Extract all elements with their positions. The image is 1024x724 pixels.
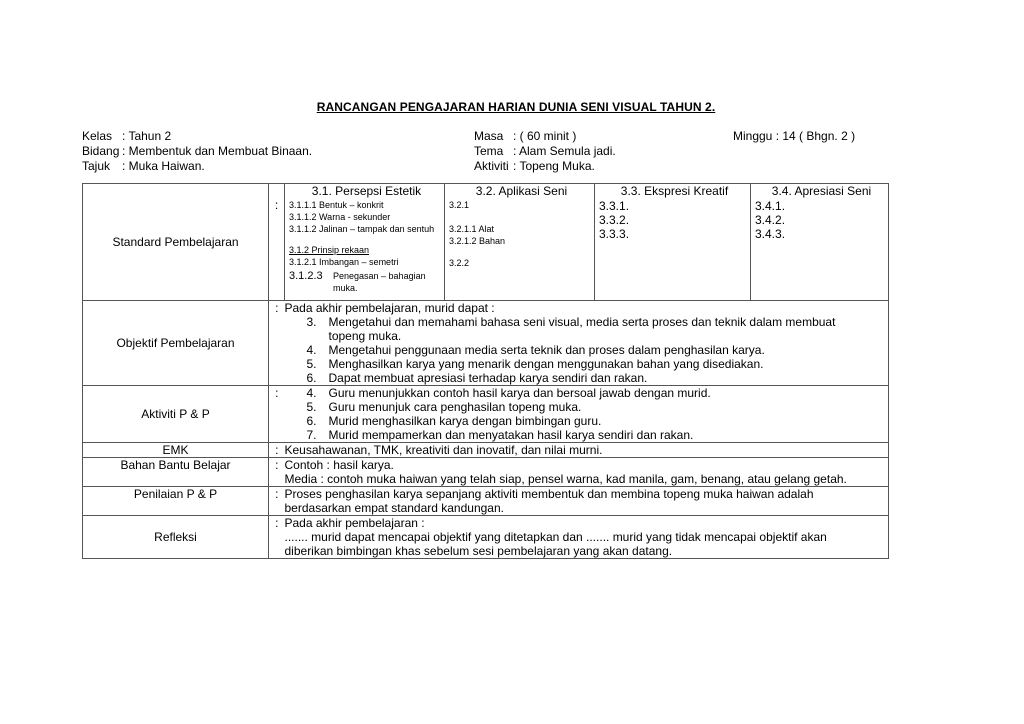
standard-colon: : bbox=[274, 198, 279, 212]
col1-prinsip: 3.1.2 Prinsip rekaan bbox=[289, 245, 370, 255]
aktiviti-colon: : bbox=[269, 386, 285, 443]
penilaian-row bbox=[83, 487, 889, 516]
col2-head: 3.2. Aplikasi Seni bbox=[475, 184, 568, 198]
col1-penegasan-num: 3.1.2.3 bbox=[289, 270, 323, 282]
refleksi-colon: : bbox=[269, 516, 285, 559]
col1-line-1: 3.1.1.1 Bentuk – konkrit bbox=[289, 200, 384, 210]
col3-line-2: 3.3.2. bbox=[599, 213, 630, 227]
bahan-body bbox=[285, 458, 889, 487]
bidang-label: Bidang bbox=[82, 144, 120, 158]
aktiviti-item: 6. Murid menghasilkan karya dengan bimbingan guru. bbox=[306, 414, 602, 428]
bidang-value: : Membentuk dan Membuat Binaan. bbox=[122, 144, 313, 158]
aktiviti-value: : Topeng Muka. bbox=[513, 159, 595, 173]
aktiviti-body bbox=[285, 386, 889, 443]
penilaian-line-1: Proses penghasilan karya sepanjang aktiviti membentuk dan membina topeng muka haiwan adalah bbox=[284, 487, 814, 501]
objektif-item: 3. Mengetahui dan memahami bahasa seni visual, media serta proses dan teknik dalam membuat bbox=[306, 315, 836, 329]
tema-label: Tema bbox=[474, 144, 504, 158]
col-apresiasi-seni bbox=[751, 184, 889, 301]
standard-label: Standard Pembelajaran bbox=[83, 184, 269, 301]
refleksi-label: Refleksi bbox=[83, 516, 269, 559]
kelas-label: Kelas bbox=[82, 129, 113, 143]
col4-head: 3.4. Apresiasi Seni bbox=[771, 184, 872, 198]
bahan-line-1: Contoh : hasil karya. bbox=[284, 458, 394, 472]
objektif-item: 6. Dapat membuat apresiasi terhadap karya sendiri dan rakan. bbox=[306, 371, 648, 385]
penilaian-colon: : bbox=[269, 487, 285, 516]
standard-row bbox=[83, 184, 889, 301]
objektif-item: 5. Menghasilkan karya yang menarik dengan menggunakan bahan yang disediakan. bbox=[306, 357, 764, 371]
col3-head: 3.3. Ekspresi Kreatif bbox=[620, 184, 729, 198]
masa-row bbox=[474, 128, 576, 144]
col1-penegasan: Penegasan – bahagian bbox=[333, 271, 426, 281]
col2-b: 3.2.1.1 Alat bbox=[449, 224, 495, 234]
col1-head: 3.1. Persepsi Estetik bbox=[311, 184, 422, 198]
kelas-row bbox=[82, 128, 171, 144]
penilaian-label: Penilaian P & P bbox=[83, 487, 269, 516]
page-title: RANCANGAN PENGAJARAN HARIAN DUNIA SENI VISUAL TAHUN 2. bbox=[316, 100, 716, 114]
bahan-line-2: Media : contoh muka haiwan yang telah siap, pensel warna, kad manila, gam, benang, atau gelang getah. bbox=[284, 472, 847, 486]
emk-row bbox=[83, 443, 889, 458]
refleksi-line-2: ....... murid dapat mencapai objektif yang ditetapkan dan ....... murid yang tidak mencapai objektif akan bbox=[284, 530, 827, 544]
objektif-item: 4. Mengetahui penggunaan media serta teknik dan proses dalam penghasilan karya. bbox=[306, 343, 765, 357]
objektif-colon: : bbox=[269, 301, 285, 386]
col3-line-1: 3.3.1. bbox=[599, 199, 630, 213]
bahan-row bbox=[83, 458, 889, 487]
col1-muka: muka. bbox=[333, 283, 358, 293]
col4-line-3: 3.4.3. bbox=[755, 227, 786, 241]
lesson-plan-table bbox=[82, 183, 889, 559]
tajuk-row bbox=[82, 158, 205, 174]
objektif-body bbox=[285, 301, 889, 386]
col-ekspresi-kreatif bbox=[595, 184, 751, 301]
bidang-row bbox=[82, 143, 312, 159]
objektif-label: Objektif Pembelajaran bbox=[83, 301, 269, 386]
aktiviti-row bbox=[83, 386, 889, 443]
penilaian-body bbox=[285, 487, 889, 516]
aktiviti-item: 4. Guru menunjukkan contoh hasil karya dan bersoal jawab dengan murid. bbox=[306, 386, 711, 400]
col4-line-2: 3.4.2. bbox=[755, 213, 786, 227]
col1-imbangan: 3.1.2.1 Imbangan – semetri bbox=[289, 257, 399, 267]
bahan-colon: : bbox=[269, 458, 285, 487]
refleksi-body bbox=[285, 516, 889, 559]
tajuk-value: : Muka Haiwan. bbox=[122, 159, 205, 173]
bahan-label: Bahan Bantu Belajar bbox=[83, 458, 269, 487]
aktiviti-label: Aktiviti bbox=[474, 159, 509, 173]
masa-label: Masa bbox=[474, 129, 504, 143]
minggu: Minggu : 14 ( Bhgn. 2 ) bbox=[733, 129, 856, 143]
masa-value: : ( 60 minit ) bbox=[513, 129, 577, 143]
kelas-value: : Tahun 2 bbox=[122, 129, 172, 143]
col2-c: 3.2.1.2 Bahan bbox=[449, 236, 506, 246]
refleksi-row bbox=[83, 516, 889, 559]
aktiviti-pp-label: Aktiviti P & P bbox=[83, 386, 269, 443]
objektif-intro: Pada akhir pembelajaran, murid dapat : bbox=[284, 301, 495, 315]
objektif-item-cont: topeng muka. bbox=[328, 329, 402, 343]
penilaian-line-2: berdasarkan empat standard kandungan. bbox=[284, 501, 504, 515]
col4-line-1: 3.4.1. bbox=[755, 199, 786, 213]
col3-line-3: 3.3.3. bbox=[599, 227, 630, 241]
objektif-row bbox=[83, 301, 889, 386]
col1-line-2: 3.1.1.2 Warna - sekunder bbox=[289, 212, 391, 222]
emk-label: EMK bbox=[83, 443, 269, 458]
aktiviti-item: 5. Guru menunjuk cara penghasilan topeng muka. bbox=[306, 400, 582, 414]
col-persepsi-estetik bbox=[285, 184, 445, 301]
aktiviti-row bbox=[474, 158, 595, 174]
emk-text: Keusahawanan, TMK, kreativiti dan inovatif, dan nilai murni. bbox=[285, 443, 889, 458]
emk-colon: : bbox=[269, 443, 285, 458]
col1-line-3: 3.1.1.2 Jalinan – tampak dan sentuh bbox=[289, 224, 435, 234]
refleksi-line-1: Pada akhir pembelajaran : bbox=[284, 516, 425, 530]
tema-value: : Alam Semula jadi. bbox=[513, 144, 616, 158]
refleksi-line-3: diberikan bimbingan khas sebelum sesi pembelajaran yang akan datang. bbox=[284, 544, 673, 558]
col2-a: 3.2.1 bbox=[449, 200, 470, 210]
tema-row bbox=[474, 143, 616, 159]
aktiviti-item: 7. Murid mempamerkan dan menyatakan hasil karya sendiri dan rakan. bbox=[306, 428, 694, 442]
tajuk-label: Tajuk bbox=[82, 159, 111, 173]
col-aplikasi-seni bbox=[445, 184, 595, 301]
col2-d: 3.2.2 bbox=[449, 258, 470, 268]
